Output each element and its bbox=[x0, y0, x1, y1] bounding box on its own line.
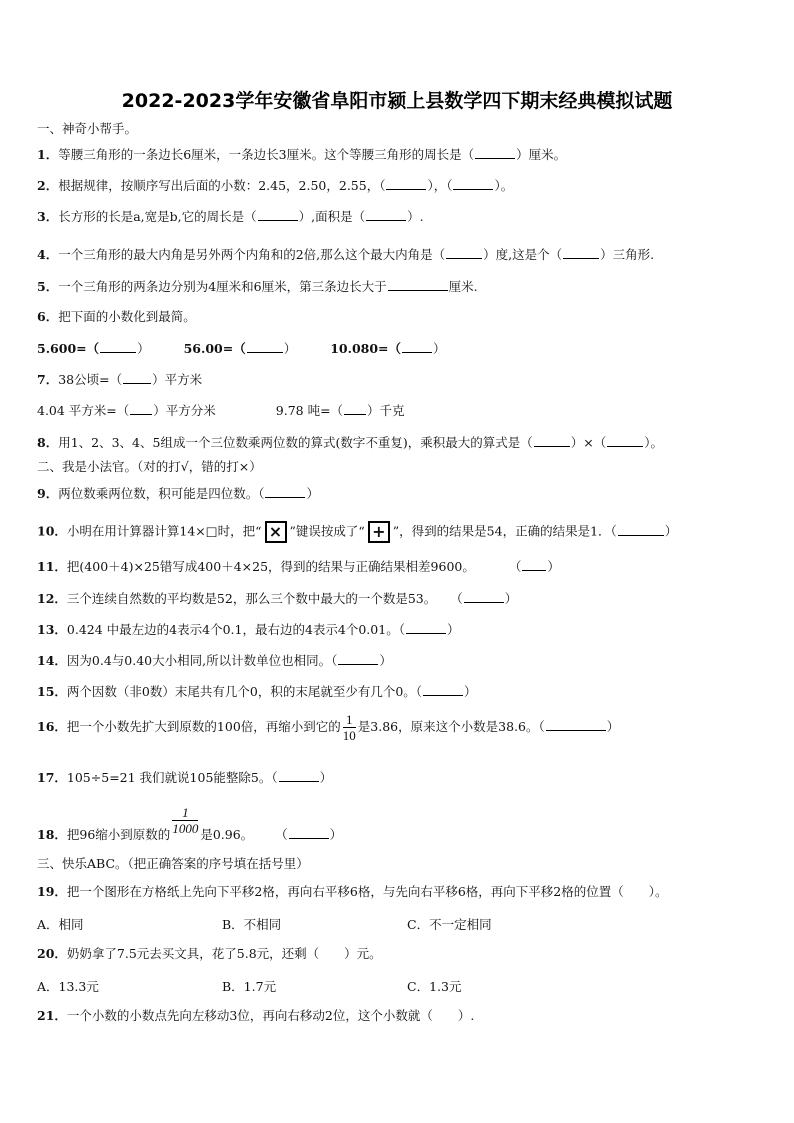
question-text: ）三角形. bbox=[600, 247, 655, 262]
option-a[interactable]: A．13.3元 bbox=[37, 979, 99, 994]
question-text: ）。 bbox=[644, 435, 663, 450]
question-text: 把96缩小到原数的 bbox=[66, 827, 171, 842]
question-text: 两个因数（非0数）末尾共有几个0，积的末尾就至少有几个0。（ bbox=[66, 684, 423, 699]
question-text: ） bbox=[606, 719, 620, 734]
question-text: 用1、2、3、4、5组成一个三位数乘两位数的算式(数字不重复)，乘积最大的算式是（ bbox=[58, 435, 533, 450]
question-text: ） bbox=[504, 591, 518, 606]
question-text: 一个三角形的最大内角是另外两个内角和的2倍,那么这个最大内角是（ bbox=[58, 247, 446, 262]
question-19 bbox=[37, 884, 667, 900]
question-number: 18． bbox=[37, 827, 67, 842]
answer-blank[interactable] bbox=[258, 208, 298, 221]
question-text: ） bbox=[547, 559, 560, 574]
answer-blank[interactable] bbox=[123, 371, 151, 384]
question-11 bbox=[37, 558, 560, 575]
question-text: 厘米. bbox=[448, 279, 478, 294]
section-heading-1: 一、神奇小帮手。 bbox=[37, 121, 138, 136]
question-text: ”键误按成了“ bbox=[289, 523, 365, 539]
question-10 bbox=[37, 521, 677, 543]
question-text: 是3.86，原来这个小数是38.6。（ bbox=[357, 719, 545, 734]
sub-item-text: 56.00=（ bbox=[183, 341, 246, 356]
option-b[interactable]: B．1.7元 bbox=[222, 979, 277, 994]
sub-item-text: 10.080=（ bbox=[330, 341, 402, 356]
answer-blank[interactable] bbox=[366, 208, 406, 221]
question-text: 因为0.4与0.40大小相同,所以计数单位也相同。（ bbox=[66, 653, 338, 668]
answer-blank[interactable] bbox=[289, 826, 329, 839]
question-number: 1． bbox=[37, 147, 59, 162]
answer-blank[interactable] bbox=[265, 485, 305, 498]
fraction-numerator: 1 bbox=[343, 712, 356, 728]
answer-blank[interactable] bbox=[388, 278, 448, 291]
question-text: 0.424 中最左边的4表示4个0.1，最右边的4表示4个0.01。（ bbox=[66, 622, 405, 637]
question-12 bbox=[37, 590, 517, 607]
question-text: ）平方米 bbox=[152, 372, 203, 387]
answer-blank[interactable] bbox=[522, 558, 546, 571]
question-18 bbox=[37, 805, 342, 850]
question-text: 把一个图形在方格纸上先向下平移2格，再向右平移6格，与先向右平移6格，再向下平移2格的位置（ ）。 bbox=[66, 884, 668, 899]
section-heading-2: 二、我是小法官。（对的打√，错的打×） bbox=[37, 459, 262, 474]
question-number: 4． bbox=[37, 247, 59, 262]
question-20 bbox=[37, 946, 382, 962]
question-6 bbox=[37, 309, 196, 325]
sub-item-text: ） bbox=[137, 341, 150, 356]
answer-blank[interactable] bbox=[475, 146, 515, 159]
sub-item-text: ）千克 bbox=[367, 403, 405, 418]
question-number: 14． bbox=[37, 653, 67, 668]
question-number: 6． bbox=[37, 309, 59, 324]
fraction-one-tenth bbox=[343, 712, 356, 743]
sub-item-text: 5.600=（ bbox=[37, 341, 100, 356]
question-number: 19． bbox=[37, 884, 67, 899]
question-text: 是0.96。 bbox=[200, 827, 254, 842]
question-text: 一个小数的小数点先向左移动3位，再向右移动2位，这个小数就（ ）. bbox=[66, 1008, 475, 1023]
question-text: （ bbox=[275, 827, 288, 842]
option-a[interactable]: A．相同 bbox=[37, 917, 84, 932]
answer-blank[interactable] bbox=[546, 718, 606, 731]
fraction-denominator: 10 bbox=[342, 728, 356, 743]
question-15 bbox=[37, 683, 477, 700]
question-2 bbox=[37, 177, 513, 194]
question-text: ） bbox=[319, 770, 333, 785]
question-text: ）×（ bbox=[570, 435, 607, 450]
question-text: ）。 bbox=[494, 178, 514, 193]
question-9 bbox=[37, 485, 319, 502]
sub-item-text: ） bbox=[283, 341, 297, 356]
question-7-items bbox=[37, 402, 405, 419]
question-text: ）厘米。 bbox=[516, 147, 567, 162]
answer-blank[interactable] bbox=[453, 177, 493, 190]
answer-blank[interactable] bbox=[386, 177, 426, 190]
sub-item-text: ）平方分米 bbox=[153, 403, 216, 418]
question-number: 12． bbox=[37, 591, 67, 606]
fraction-numerator: 1 bbox=[172, 805, 198, 821]
multiply-key-icon: × bbox=[265, 521, 287, 543]
answer-blank[interactable] bbox=[563, 246, 599, 259]
question-text: 奶奶拿了7.5元去买文具，花了5.8元，还剩（ ）元。 bbox=[66, 946, 382, 961]
page-title: 2022-2023学年安徽省阜阳市颍上县数学四下期末经典模拟试题 bbox=[121, 90, 673, 112]
question-text: ） bbox=[379, 653, 392, 668]
question-text: （ bbox=[450, 591, 463, 606]
question-text: 一个三角形的两条边分别为4厘米和6厘米，第三条边长大于 bbox=[58, 279, 387, 294]
question-text: 105÷5=21 我们就说105能整除5。（ bbox=[66, 770, 278, 785]
answer-blank[interactable] bbox=[100, 340, 136, 353]
sub-item-text: 4.04 平方米=（ bbox=[37, 403, 130, 418]
answer-blank[interactable] bbox=[464, 590, 504, 603]
question-number: 20． bbox=[37, 946, 67, 961]
question-text: 两位数乘两位数，积可能是四位数。（ bbox=[58, 486, 265, 501]
question-text: ）度,这是个（ bbox=[483, 247, 563, 262]
question-text: ）. bbox=[407, 209, 424, 224]
question-text: ），（ bbox=[427, 178, 453, 193]
question-4 bbox=[37, 246, 654, 263]
answer-blank[interactable] bbox=[423, 683, 463, 696]
answer-blank[interactable] bbox=[402, 340, 432, 353]
question-5 bbox=[37, 278, 478, 295]
question-text: ）,面积是（ bbox=[298, 209, 366, 224]
question-text: 把一个小数先扩大到原数的100倍，再缩小到它的 bbox=[66, 719, 341, 734]
question-13 bbox=[37, 621, 459, 638]
question-text: ） bbox=[464, 684, 477, 699]
fraction-denominator: 1000 bbox=[172, 821, 199, 836]
question-number: 2． bbox=[37, 178, 59, 193]
answer-blank[interactable] bbox=[279, 769, 319, 782]
question-text: ”，得到的结果是54，正确的结果是1．（ bbox=[392, 523, 617, 539]
question-8 bbox=[37, 434, 663, 451]
question-14 bbox=[37, 652, 392, 669]
answer-blank[interactable] bbox=[406, 621, 446, 634]
answer-blank[interactable] bbox=[130, 402, 152, 415]
question-text: ） bbox=[664, 523, 678, 539]
question-7 bbox=[37, 371, 202, 388]
question-3 bbox=[37, 208, 424, 225]
question-text: 小明在用计算器计算14×□时，把“ bbox=[66, 523, 262, 539]
question-number: 3． bbox=[37, 209, 59, 224]
section-heading-3: 三、快乐ABC。（把正确答案的序号填在括号里） bbox=[37, 856, 309, 871]
question-text: 根据规律，按顺序写出后面的小数：2.45，2.50，2.55，（ bbox=[58, 178, 386, 193]
question-number: 17． bbox=[37, 770, 67, 785]
answer-blank[interactable] bbox=[618, 523, 664, 536]
question-text: 把下面的小数化到最简。 bbox=[58, 309, 196, 324]
question-6-items bbox=[37, 340, 446, 357]
question-17 bbox=[37, 769, 332, 786]
question-number: 9． bbox=[37, 486, 59, 501]
option-b[interactable]: B．不相同 bbox=[222, 917, 282, 932]
question-number: 7． bbox=[37, 372, 59, 387]
question-text: 38公顷=（ bbox=[58, 372, 123, 387]
question-number: 13． bbox=[37, 622, 67, 637]
question-16 bbox=[37, 712, 619, 743]
question-number: 16． bbox=[37, 719, 67, 734]
answer-blank[interactable] bbox=[344, 402, 366, 415]
question-number: 8． bbox=[37, 435, 59, 450]
question-1 bbox=[37, 146, 566, 163]
question-text: 把(400＋4)×25错写成400＋4×25，得到的结果与正确结果相差9600。 bbox=[66, 559, 475, 574]
question-text: （ bbox=[508, 559, 522, 574]
sub-item-text: 9.78 吨=（ bbox=[275, 403, 344, 418]
plus-key-icon: + bbox=[368, 521, 390, 543]
question-text: 三个连续自然数的平均数是52，那么三个数中最大的一个数是53。 bbox=[66, 591, 437, 606]
question-number: 11． bbox=[37, 559, 67, 574]
question-text: 等腰三角形的一条边长6厘米，一条边长3厘米。这个等腰三角形的周长是（ bbox=[58, 147, 475, 162]
question-number: 5． bbox=[37, 279, 59, 294]
answer-blank[interactable] bbox=[446, 246, 482, 259]
question-21 bbox=[37, 1008, 474, 1024]
question-number: 21． bbox=[37, 1008, 67, 1023]
option-c[interactable]: C．不一定相同 bbox=[407, 917, 492, 932]
question-text: ） bbox=[329, 827, 343, 842]
answer-blank[interactable] bbox=[607, 434, 643, 447]
question-text: 长方形的长是a,宽是b,它的周长是（ bbox=[58, 209, 257, 224]
question-text: ） bbox=[306, 486, 319, 501]
sub-item-text: ） bbox=[433, 341, 446, 356]
question-number: 15． bbox=[37, 684, 67, 699]
option-c[interactable]: C．1.3元 bbox=[407, 979, 462, 994]
answer-blank[interactable] bbox=[534, 434, 570, 447]
fraction-one-thousandth bbox=[172, 805, 198, 836]
question-number: 10． bbox=[37, 523, 67, 539]
question-text: ） bbox=[446, 622, 460, 637]
answer-blank[interactable] bbox=[247, 340, 283, 353]
answer-blank[interactable] bbox=[338, 652, 378, 665]
